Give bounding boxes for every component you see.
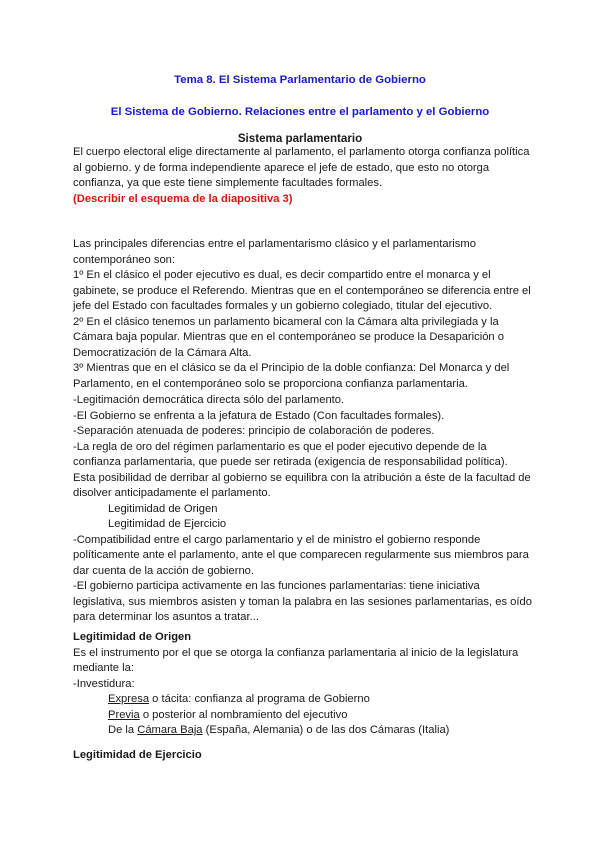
paragraph-line: disolver anticipadamente el parlamento.: [73, 487, 271, 499]
investidura-item-previa: [73, 708, 533, 724]
paragraph-line: legislativa, sus miembros asisten y toman la palabra en las sesiones parlamentarias, es oído: [73, 595, 532, 608]
investidura-item-camara: [73, 723, 533, 739]
note-open: (: [73, 192, 77, 205]
section-heading-sistema: Sistema parlamentario: [237, 132, 363, 145]
paragraph-line: 3º Mientras que en el clásico se da el Principio de la doble confianza: Del Monarca y del: [73, 362, 510, 374]
paragraph-line: -Investidura:: [73, 677, 135, 690]
camara-desc: (España, Alemania) o de las dos Cámaras (Italia): [202, 724, 450, 736]
paragraph-line: -El Gobierno se enfrenta a la jefatura de Estado (Con facultades formales).: [73, 409, 445, 422]
section-sistema-body: [73, 145, 533, 207]
paragraph-line: políticamente ante el parlamento, ante el que comparecen regularmente sus miembros para: [73, 549, 529, 561]
paragraph-line: Es el instrumento por el que se otorga la confianza parlamentaria al inicio de la legislatura: [73, 646, 519, 659]
note-line: [73, 192, 533, 208]
paragraph-line: -Separación atenuada de poderes: principio de colaboración de poderes.: [73, 425, 435, 437]
expresa-desc: o tácita: confianza al programa de Gobierno: [149, 693, 370, 705]
previa-term: Previa: [108, 708, 140, 721]
paragraph-line: -Legitimación democrática directa sólo del parlamento.: [73, 394, 345, 406]
paragraph-line: Democratización de la Cámara Alta.: [73, 346, 252, 359]
paragraph-line: contemporáneo son:: [73, 253, 175, 266]
investidura-item-expresa: [73, 692, 533, 708]
paragraph-line: Cámara baja popular. Mientras que en el contemporáneo se produce la Desaparición o: [73, 331, 504, 343]
paragraph-line: -Compatibilidad entre el cargo parlamentario y el de ministro el gobierno responde: [73, 533, 481, 546]
camara-prefix: De la: [108, 724, 138, 736]
paragraph-line: -El gobierno participa activamente en las funciones parlamentarias: tiene iniciativa: [73, 580, 480, 592]
paragraph-line: jefe del Estado con facultades formales y un gobierno colegiado, titular del ejecutivo.: [73, 300, 493, 312]
paragraph-line: para determinar los asuntos a tratar...: [73, 611, 259, 623]
paragraph-line: Las principales diferencias entre el parlamentarismo clásico y el parlamentarismo: [73, 238, 476, 250]
expresa-term: Expresa: [108, 693, 150, 705]
paragraph-line: al gobierno. y de forma independiente aparece el jefe de estado, que esto no otorga: [73, 161, 490, 174]
legit-origen-item: Legitimidad de Origen: [108, 502, 218, 515]
note-close: ): [288, 192, 293, 205]
camara-baja-term: Cámara Baja: [137, 724, 203, 736]
section-heading-origen: Legitimidad de Origen: [73, 631, 192, 643]
document-title: Tema 8. El Sistema Parlamentario de Gobierno: [174, 74, 426, 86]
paragraph-line: mediante la:: [73, 662, 134, 674]
section-heading-ejercicio: Legitimidad de Ejercicio: [73, 749, 202, 761]
ejercicio-section: [73, 748, 533, 764]
differences-body: [73, 237, 533, 392]
legit-ejercicio-item: Legitimidad de Ejercicio: [108, 518, 227, 530]
paragraph-line: El cuerpo electoral elige directamente al parlamento, el parlamento otorga confianza política: [73, 146, 530, 158]
paragraph-line: 2º En el clásico tenemos un parlamento bicameral con la Cámara alta privilegiada y la: [73, 315, 499, 328]
paragraph-line: confianza parlamentaria, que puede ser retirada (exigencia de responsabilidad política).: [73, 456, 508, 468]
features-body: [73, 393, 533, 626]
paragraph-line: dar cuenta de la acción de gobierno.: [73, 564, 254, 577]
paragraph-line: Parlamento, en el contemporáneo solo se proporciona confianza parlamentaria.: [73, 377, 468, 390]
paragraph-line: -La regla de oro del régimen parlamentario es que el poder ejecutivo depende de la: [73, 440, 487, 453]
paragraph-line: Esta posibilidad de derribar al gobierno se equilibra con la atribución a éste de la facultad de: [73, 471, 531, 484]
origen-section: [73, 630, 533, 739]
document-subtitle: El Sistema de Gobierno. Relaciones entre el parlamento y el Gobierno: [110, 106, 490, 118]
previa-desc: o posterior al nombramiento del ejecutivo: [139, 708, 348, 721]
paragraph-line: confianza, ya que este tiene simplemente facultades formales.: [73, 177, 383, 189]
note-text: Describir el esquema de la diapositiva 3: [76, 192, 289, 205]
paragraph-line: 1º En el clásico el poder ejecutivo es dual, es decir compartido entre el monarca y el: [73, 269, 491, 281]
paragraph-line: gabinete, se produce el Referendo. Mientras que en el contemporáneo se diferencia entre el: [73, 284, 531, 297]
